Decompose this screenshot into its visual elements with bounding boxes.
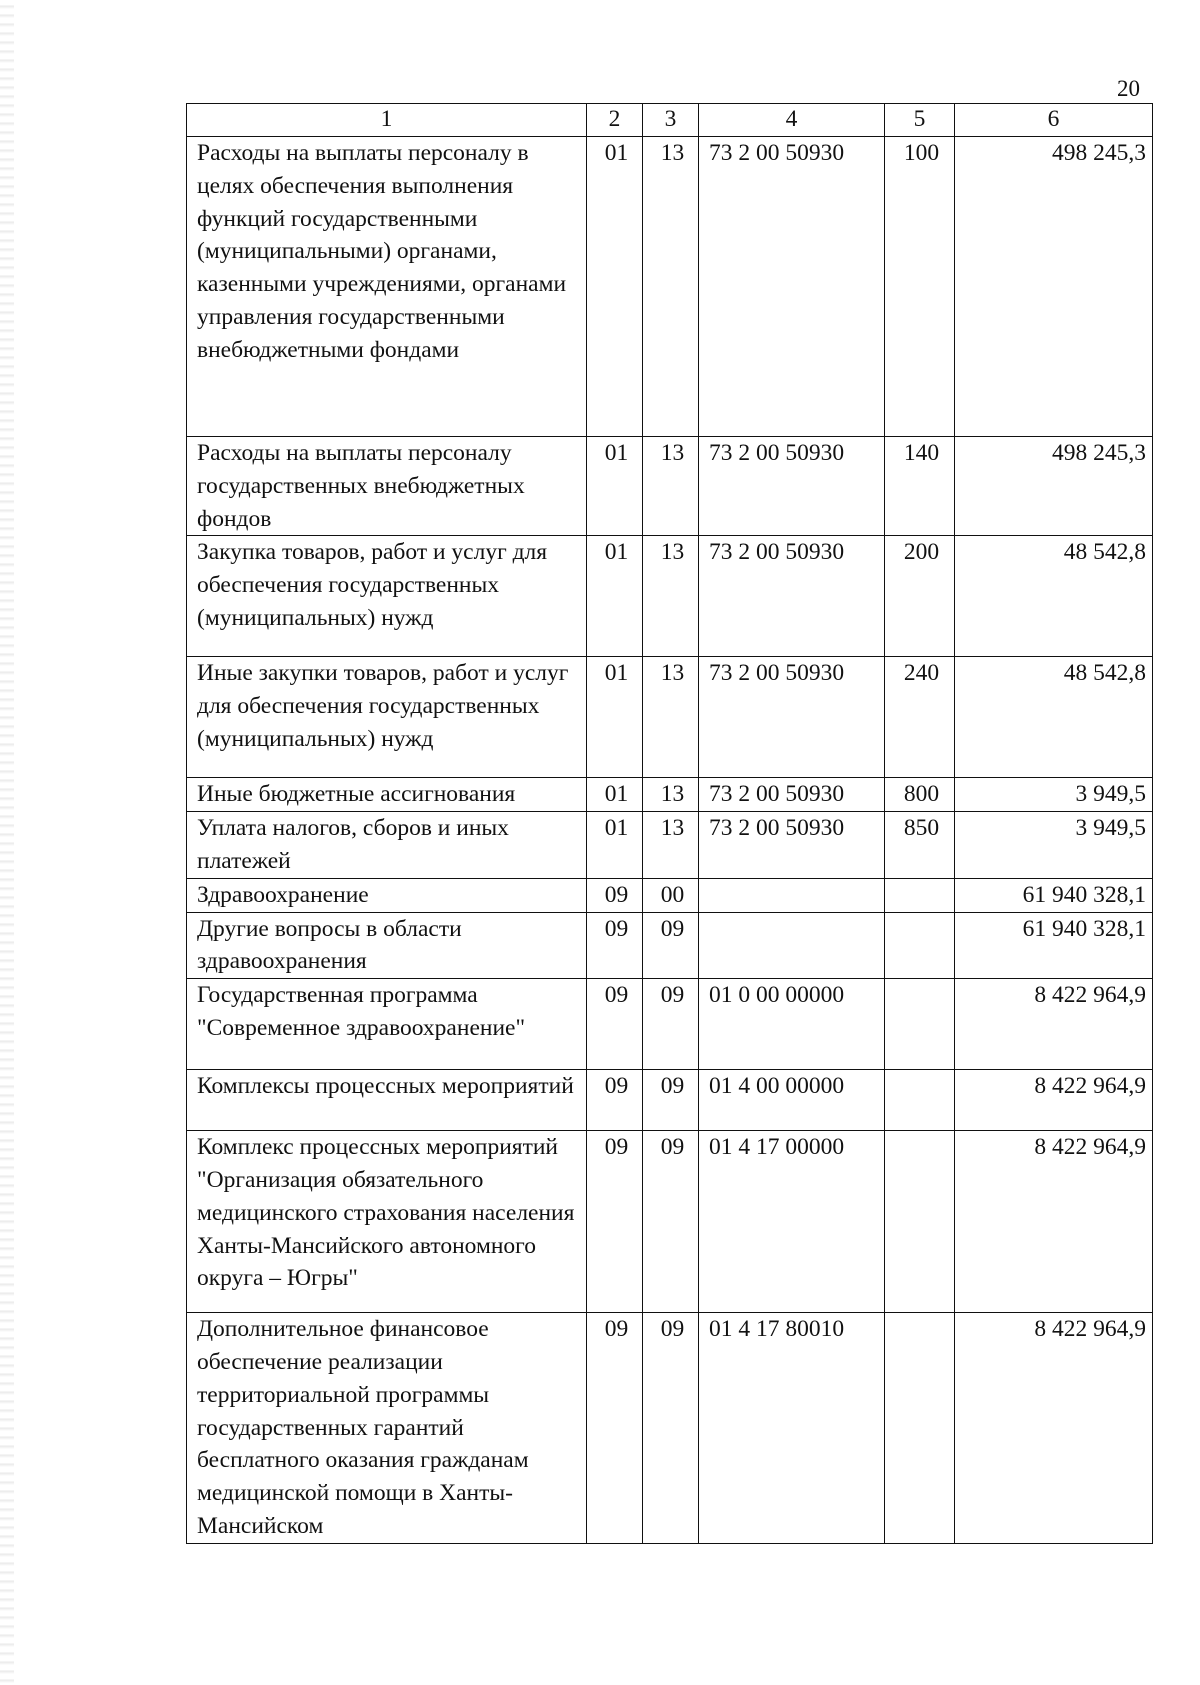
budget-table (186, 103, 1153, 1544)
row-section: 09 (587, 1070, 643, 1131)
scan-left-edge (0, 0, 14, 1685)
row-section: 01 (587, 536, 643, 657)
column-header-5: 5 (885, 104, 955, 137)
column-header-6: 6 (955, 104, 1153, 137)
row-section: 01 (587, 657, 643, 778)
row-expense-type (885, 1313, 955, 1544)
row-expense-type: 240 (885, 657, 955, 778)
row-subsection: 13 (643, 437, 699, 536)
table-row (187, 137, 1153, 437)
column-header-3: 3 (643, 104, 699, 137)
table-body (187, 137, 1153, 1544)
table-header (187, 104, 1153, 137)
row-expense-type (885, 1131, 955, 1313)
row-section: 09 (587, 912, 643, 979)
table-row (187, 878, 1153, 912)
row-amount: 61 940 328,1 (955, 878, 1153, 912)
row-name: Дополнительное финансовое обеспечение реализации территориальной программы государственных гарантий бесплатного оказания гражданам медицинской помощи в Ханты-Мансийском (187, 1313, 587, 1544)
row-section: 01 (587, 137, 643, 437)
row-subsection: 13 (643, 536, 699, 657)
table-row (187, 437, 1153, 536)
column-header-2: 2 (587, 104, 643, 137)
row-amount: 3 949,5 (955, 812, 1153, 879)
row-name: Комплексы процессных мероприятий (187, 1070, 587, 1131)
row-amount: 8 422 964,9 (955, 1313, 1153, 1544)
row-expense-type: 850 (885, 812, 955, 879)
row-target-article (699, 912, 885, 979)
row-expense-type: 200 (885, 536, 955, 657)
row-subsection: 00 (643, 878, 699, 912)
row-expense-type (885, 878, 955, 912)
table-row (187, 979, 1153, 1070)
row-target-article: 73 2 00 50930 (699, 778, 885, 812)
row-amount: 8 422 964,9 (955, 979, 1153, 1070)
table-row (187, 778, 1153, 812)
table-row (187, 812, 1153, 879)
row-subsection: 09 (643, 979, 699, 1070)
table-row (187, 536, 1153, 657)
row-target-article: 73 2 00 50930 (699, 812, 885, 879)
column-header-4: 4 (699, 104, 885, 137)
row-name: Здравоохранение (187, 878, 587, 912)
row-target-article: 73 2 00 50930 (699, 137, 885, 437)
row-expense-type: 100 (885, 137, 955, 437)
table-row (187, 1070, 1153, 1131)
row-name: Государственная программа "Современное здравоохранение" (187, 979, 587, 1070)
row-subsection: 09 (643, 1313, 699, 1544)
row-amount: 498 245,3 (955, 437, 1153, 536)
row-expense-type (885, 1070, 955, 1131)
row-target-article: 01 4 17 80010 (699, 1313, 885, 1544)
row-target-article (699, 878, 885, 912)
row-name: Расходы на выплаты персоналу государственных внебюджетных фондов (187, 437, 587, 536)
row-subsection: 13 (643, 778, 699, 812)
row-name: Другие вопросы в области здравоохранения (187, 912, 587, 979)
row-expense-type (885, 979, 955, 1070)
column-header-1: 1 (187, 104, 587, 137)
row-subsection: 13 (643, 137, 699, 437)
table-row (187, 912, 1153, 979)
table-row (187, 657, 1153, 778)
row-target-article: 01 4 00 00000 (699, 1070, 885, 1131)
row-target-article: 73 2 00 50930 (699, 437, 885, 536)
row-expense-type: 800 (885, 778, 955, 812)
row-name: Комплекс процессных мероприятий "Организация обязательного медицинского страхования населения Ханты-Мансийского автономного округа – Югры" (187, 1131, 587, 1313)
row-target-article: 73 2 00 50930 (699, 536, 885, 657)
row-section: 09 (587, 878, 643, 912)
row-section: 09 (587, 979, 643, 1070)
row-amount: 61 940 328,1 (955, 912, 1153, 979)
row-expense-type (885, 912, 955, 979)
page-number: 20 (1117, 76, 1140, 101)
row-amount: 8 422 964,9 (955, 1070, 1153, 1131)
header-row (187, 104, 1153, 137)
row-subsection: 09 (643, 912, 699, 979)
row-amount: 48 542,8 (955, 536, 1153, 657)
row-amount: 8 422 964,9 (955, 1131, 1153, 1313)
row-subsection: 13 (643, 657, 699, 778)
row-section: 09 (587, 1313, 643, 1544)
row-section: 01 (587, 812, 643, 879)
table-row (187, 1313, 1153, 1544)
row-target-article: 01 4 17 00000 (699, 1131, 885, 1313)
row-subsection: 09 (643, 1131, 699, 1313)
row-name: Закупка товаров, работ и услуг для обеспечения государственных (муниципальных) нужд (187, 536, 587, 657)
row-section: 01 (587, 437, 643, 536)
row-section: 01 (587, 778, 643, 812)
table-row (187, 1131, 1153, 1313)
row-target-article: 01 0 00 00000 (699, 979, 885, 1070)
row-amount: 48 542,8 (955, 657, 1153, 778)
row-section: 09 (587, 1131, 643, 1313)
row-name: Иные закупки товаров, работ и услуг для обеспечения государственных (муниципальных) нужд (187, 657, 587, 778)
row-subsection: 13 (643, 812, 699, 879)
row-name: Расходы на выплаты персоналу в целях обеспечения выполнения функций государственными (муниципальными) органами, казенными учреждениями, органами управления государственными внебюджетными фондами (187, 137, 587, 437)
row-amount: 3 949,5 (955, 778, 1153, 812)
row-name: Иные бюджетные ассигнования (187, 778, 587, 812)
row-amount: 498 245,3 (955, 137, 1153, 437)
row-subsection: 09 (643, 1070, 699, 1131)
row-target-article: 73 2 00 50930 (699, 657, 885, 778)
row-name: Уплата налогов, сборов и иных платежей (187, 812, 587, 879)
row-expense-type: 140 (885, 437, 955, 536)
